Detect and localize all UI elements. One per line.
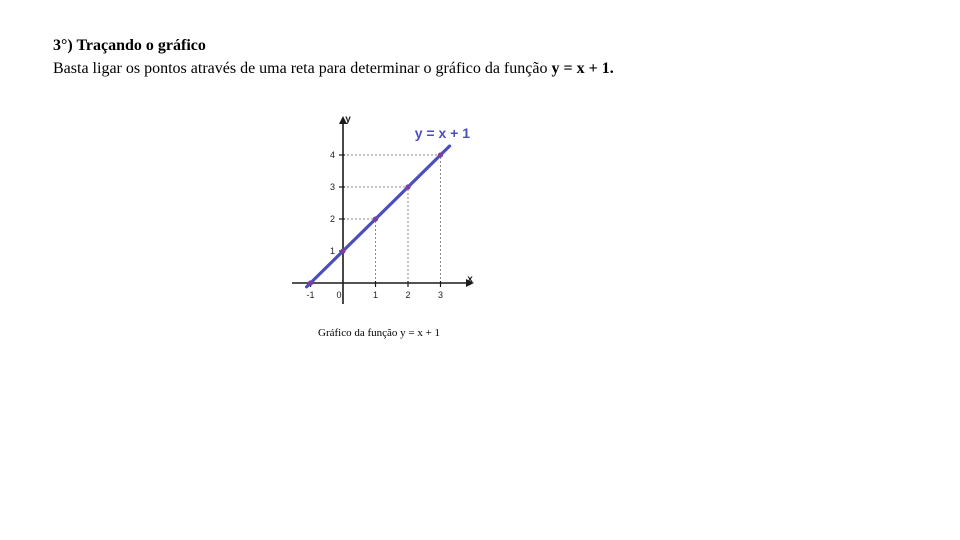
x-tick-label: -1 xyxy=(306,290,315,300)
x-tick-label: 2 xyxy=(405,290,411,300)
x-tick-label: 1 xyxy=(372,290,379,300)
series-layer xyxy=(307,146,450,287)
slide-heading: 3°) Traçando o gráfico xyxy=(53,37,206,54)
function-expression: y = x + 1. xyxy=(551,60,614,77)
y-tick-label: 1 xyxy=(329,246,335,256)
paragraph-text: Basta ligar os pontos através de uma reta para determinar o gráfico da função xyxy=(53,60,552,77)
data-point xyxy=(340,248,345,253)
chart-caption: Gráfico da função y = x + 1 xyxy=(318,327,441,339)
data-point xyxy=(405,184,410,189)
y-axis-label: y xyxy=(345,114,351,125)
x-axis-label: x xyxy=(467,274,473,285)
guide-lines xyxy=(343,155,441,283)
x-tick-label: 3 xyxy=(437,290,444,300)
slide-paragraph xyxy=(53,59,614,79)
y-tick-label: 4 xyxy=(329,150,335,160)
series-line xyxy=(307,146,450,287)
function-chart xyxy=(280,108,480,308)
chart-title: y = x + 1 xyxy=(414,125,470,141)
data-point xyxy=(308,280,313,285)
x-tick-label: 0 xyxy=(336,290,342,300)
data-point xyxy=(438,152,443,157)
y-tick-label: 3 xyxy=(329,182,335,192)
data-point xyxy=(373,216,378,221)
y-tick-label: 2 xyxy=(329,214,335,224)
